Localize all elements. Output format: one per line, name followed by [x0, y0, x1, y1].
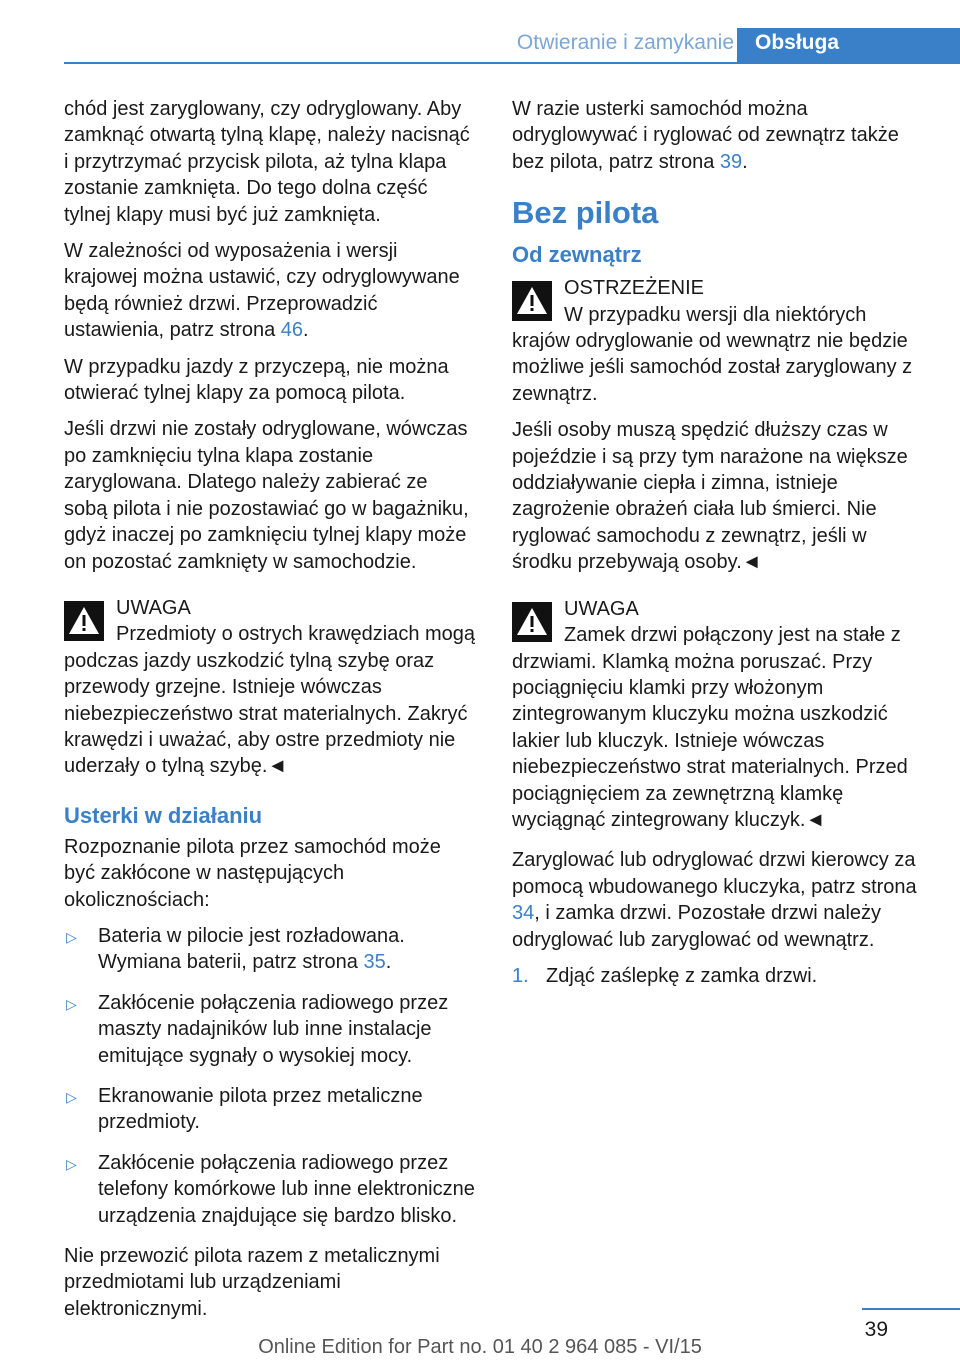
page-reference-link[interactable]: 46: [280, 319, 304, 342]
bullet-list: [64, 923, 476, 1229]
end-mark: ◄: [267, 755, 288, 778]
paragraph: W przypadku jazdy z przyczepą, nie można otwierać tylnej klapy za pomocą pilota.: [64, 355, 449, 405]
warning-triangle-icon: [512, 602, 552, 642]
paragraph: W razie usterki samochód można odryglowywać i ryglować od zewnątrz także bez pilota, patrz strona 39.: [512, 98, 899, 173]
list-item: ▷ Zakłócenie połączenia radiowego przez telefony komórkowe lub inne elektroniczne urządzenia znajdujące się bardzo blisko.: [66, 1151, 475, 1227]
paragraph: Zaryglować lub odryglować drzwi kierowcy za pomocą wbudowanego kluczyka, patrz strona 34, i zamka drzwi. Pozostałe drzwi należy odryglować lub zaryglować od wewnątrz.: [512, 849, 917, 951]
notice-box: [512, 596, 924, 834]
edition-footer: Online Edition for Part no. 01 40 2 964 085 - VI/15: [258, 1336, 702, 1358]
paragraph: Rozpoznanie pilota przez samochód może być zakłócone w następujących okolicznościach:: [64, 835, 441, 911]
page-reference-link[interactable]: 34: [512, 902, 535, 925]
warning-triangle-icon: [512, 281, 552, 321]
header-chapter-tab: Obsługa: [737, 28, 960, 62]
triangle-bullet-icon: ▷: [66, 1089, 77, 1105]
left-column: [64, 96, 476, 1332]
triangle-bullet-icon: ▷: [66, 995, 77, 1012]
list-item: 1. Zdjąć zaślepkę z zamka drzwi.: [512, 963, 924, 989]
warning-title: OSTRZEŻENIE: [564, 277, 705, 300]
notice-box: [64, 595, 476, 780]
end-mark: ◄: [805, 808, 826, 831]
notice-title: UWAGA: [116, 596, 191, 619]
paragraph: Jeśli drzwi nie zostały odryglowane, wówczas po zamknięciu tylna klapa zostanie zaryglowana. Dlatego należy zabierać ze sobą pilota i nie pozostawiać go w bagażniku, gdyż inaczej po zamknięciu tylnej klapy może on pozostać zamknięty w samochodzie.: [64, 418, 469, 573]
notice-text: Zamek drzwi połączony jest na stałe z drzwiami. Klamką można poruszać. Przy pociągnięciu klamki przy włożonym zintegrowanym kluczyku można uszkodzić lakier lub kluczyk. Istnieje wówczas niebezpieczeństwo strat materialnych. Przed pociągnięciem za zewnętrzną klamkę wyciągnąć zintegrowany kluczyk.: [512, 624, 908, 831]
warning-text: Jeśli osoby muszą spędzić dłuższy czas w pojeździe i są przy tym narażone na większe oddziaływanie ciepła i zimna, istnieje zagrożenie obrażeń ciała lub śmierci. Nie ryglować samochodu z zewnątrz, jeśli w środku przebywają osoby.◄: [512, 419, 908, 574]
page-reference-link[interactable]: 39: [719, 150, 743, 173]
section-heading: Usterki w działaniu: [64, 802, 263, 828]
end-mark: ◄: [741, 551, 762, 574]
paragraph: chód jest zaryglowany, czy odryglowany. Aby zamknąć otwartą tylną klapę, należy nacisnąć i przytrzymać przycisk pilota, aż tylna klapa zostanie zamknięta. Do tego dolna część tylnej klapy musi być już zamknięta.: [64, 98, 470, 226]
page-reference-link[interactable]: 35: [363, 951, 386, 974]
warning-box: [512, 275, 924, 575]
warning-triangle-icon: [64, 601, 104, 641]
warning-text: W przypadku wersji dla niektórych krajów odryglowanie od wewnątrz nie będzie możliwe jeśli samochód został zaryglowany z zewnątrz.: [512, 303, 913, 405]
notice-title: UWAGA: [564, 597, 639, 620]
numbered-list: [512, 963, 924, 989]
page-number: 39: [864, 1318, 888, 1341]
chapter-heading: Bez pilota: [512, 195, 659, 231]
list-item: ▷ Ekranowanie pilota przez metaliczne przedmioty.: [66, 1085, 423, 1134]
paragraph: W zależności od wyposażenia i wersji krajowej można ustawić, czy odryglowywane będą również drzwi. Przeprowadzić ustawienia, patrz strona 46.: [64, 240, 460, 342]
triangle-bullet-icon: ▷: [66, 1155, 77, 1172]
triangle-bullet-icon: ▷: [66, 928, 77, 945]
step-number: 1.: [512, 964, 529, 987]
header-section-title: Otwieranie i zamykanie: [516, 31, 734, 54]
right-column: [512, 96, 924, 989]
paragraph: Nie przewozić pilota razem z metalicznymi przedmiotami lub urządzeniami elektronicznymi.: [64, 1245, 440, 1320]
page-number-rule: [862, 1308, 960, 1310]
list-item: ▷ Bateria w pilocie jest rozładowana. Wymiana baterii, patrz strona 35.: [66, 924, 405, 974]
list-item: ▷ Zakłócenie połączenia radiowego przez maszty nadajników lub inne instalacje emitujące sygnały o wysokiej mocy.: [66, 991, 449, 1067]
header-rule: [64, 62, 960, 64]
section-heading: Od zewnątrz: [512, 242, 642, 268]
notice-text: Przedmioty o ostrych krawędziach mogą podczas jazdy uszkodzić tylną szybę oraz przewody grzejne. Istnieje wówczas niebezpieczeństwo strat materialnych. Zakryć krawędzi i uważać, aby ostre przedmioty nie uderzały o tylną szybę.: [64, 623, 476, 778]
